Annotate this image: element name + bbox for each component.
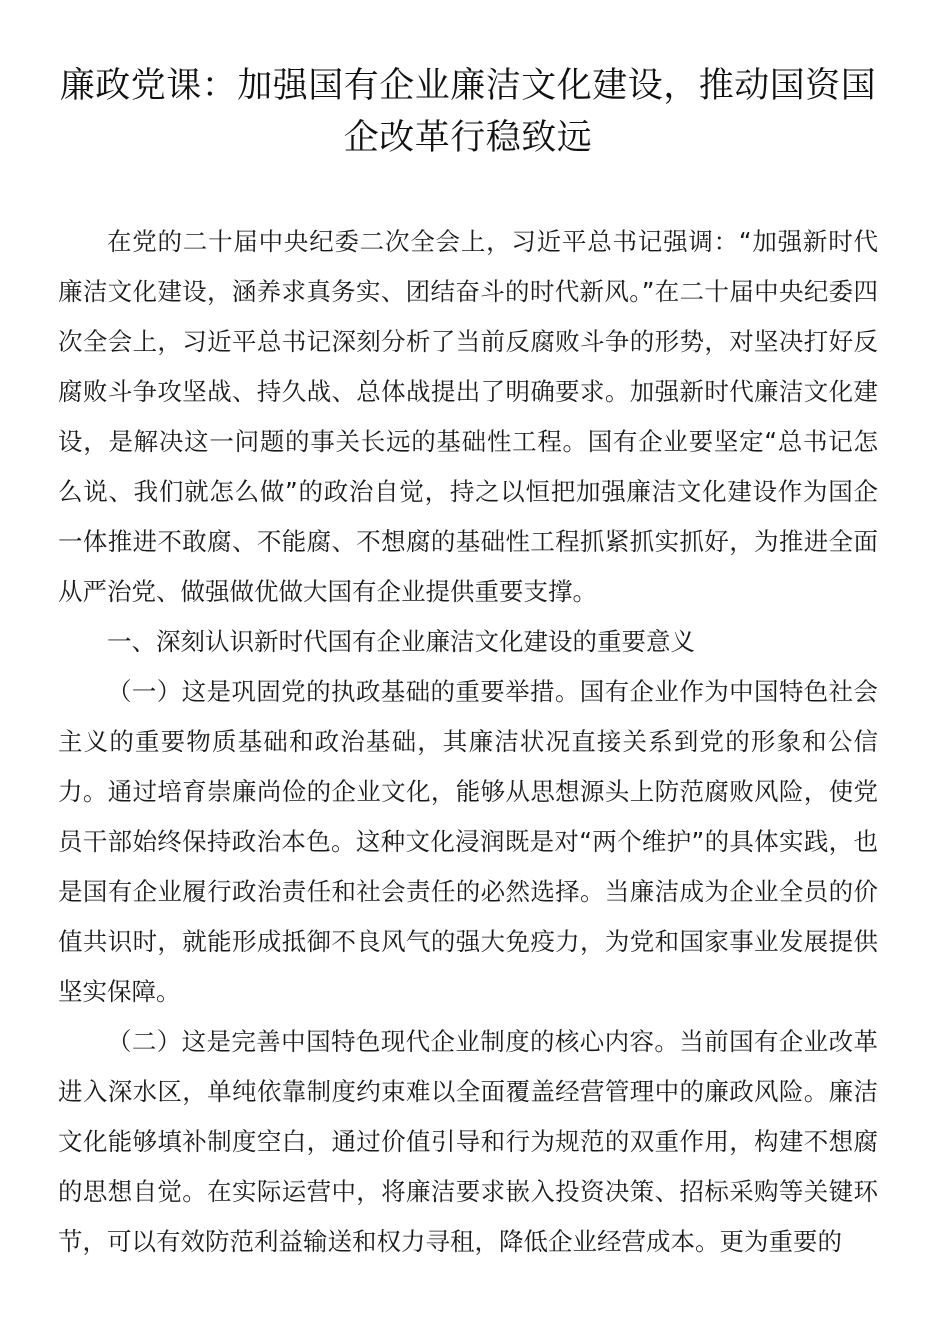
section-heading: 一、深刻认识新时代国有企业廉洁文化建设的重要意义 bbox=[107, 627, 695, 656]
document-body bbox=[58, 217, 878, 1267]
subsection-paragraph-1: （一）这是巩固党的执政基础的重要举措。国有企业作为中国特色社会主义的重要物质基础和政治基础，其廉洁状况直接关系到党的形象和公信力。通过培育崇廉尚俭的企业文化，能够从思想源头上防范腐败风险，使党员干部始终保持政治本色。这种文化浸润既是对“两个维护”的具体实践，也是国有企业履行政治责任和社会责任的必然选择。当廉洁成为企业全员的价值共识时，就能形成抵御不良风气的强大免疫力，为党和国家事业发展提供坚实保障。 bbox=[58, 677, 878, 1006]
subsection-paragraph-2: （二）这是完善中国特色现代企业制度的核心内容。当前国有企业改革进入深水区，单纯依靠制度约束难以全面覆盖经营管理中的廉政风险。廉洁文化能够填补制度空白，通过价值引导和行为规范的双重作用，构建不想腐的思想自觉。在实际运营中，将廉洁要求嵌入投资决策、招标采购等关键环节，可以有效防范利益输送和权力寻租，降低企业经营成本。更为重要的 bbox=[58, 1027, 878, 1256]
document-page bbox=[58, 60, 878, 1267]
document-title: 廉政党课：加强国有企业廉洁文化建设，推动国资国企改革行稳致远 bbox=[59, 66, 877, 158]
intro-paragraph: 在党的二十届中央纪委二次全会上，习近平总书记强调：“加强新时代廉洁文化建设，涵养求真务实、团结奋斗的时代新风。”在二十届中央纪委四次全会上，习近平总书记深刻分析了当前反腐败斗争的形势，对坚决打好反腐败斗争攻坚战、持久战、总体战提出了明确要求。加强新时代廉洁文化建设，是解决这一问题的事关长远的基础性工程。国有企业要坚定“总书记怎么说、我们就怎么做”的政治自觉，持之以恒把加强廉洁文化建设作为国企一体推进不敢腐、不能腐、不想腐的基础性工程抓紧抓实抓好，为推进全面从严治党、做强做优做大国有企业提供重要支撑。 bbox=[58, 227, 878, 606]
